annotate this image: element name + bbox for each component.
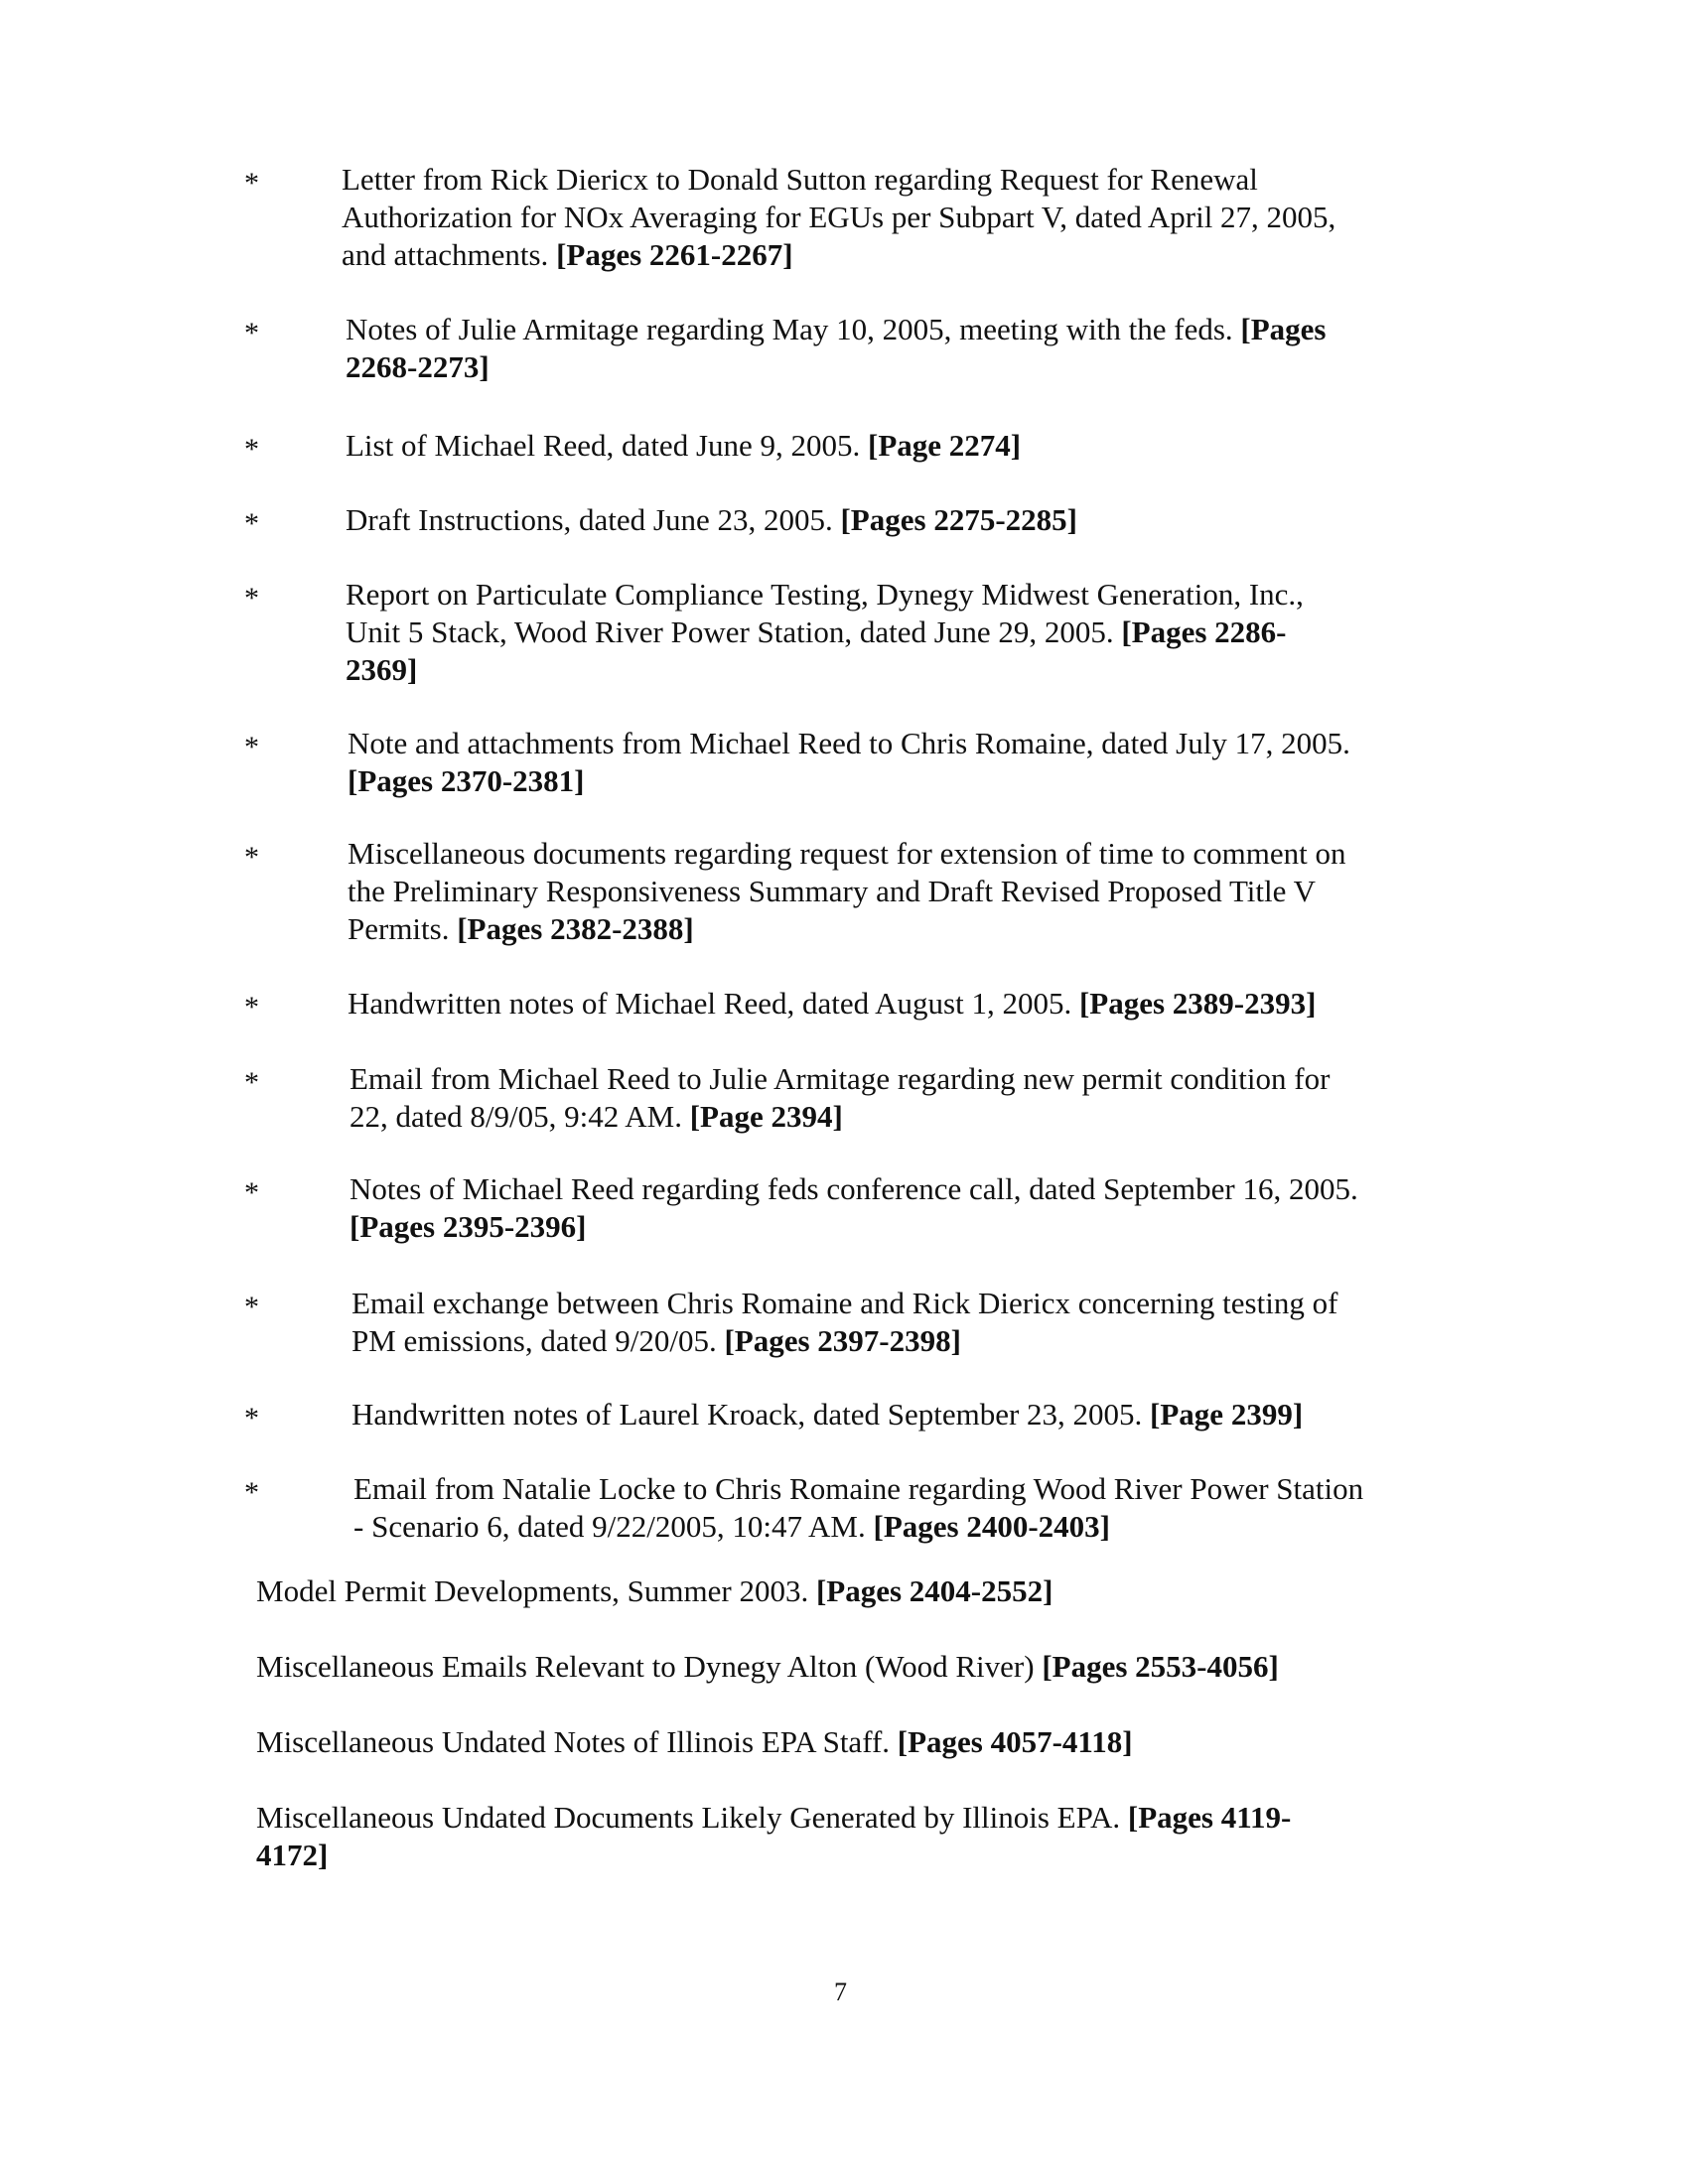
page-reference: [Pages 2397-2398] bbox=[724, 1323, 961, 1358]
page-reference: [Pages 2389-2393] bbox=[1078, 986, 1317, 1021]
list-item bbox=[342, 161, 1335, 274]
entry-line: Notes of Julie Armitage regarding May 10, 2005, meeting with the feds. bbox=[346, 312, 1233, 346]
entry-line: Miscellaneous Undated Notes of Illinois EPA Staff. bbox=[256, 1724, 891, 1759]
page-reference: [Page 2399] bbox=[1150, 1397, 1304, 1432]
entry-line: Email from Michael Reed to Julie Armitage regarding new permit condition for bbox=[350, 1061, 1331, 1096]
bullet-marker: * bbox=[244, 841, 259, 874]
bullet-marker: * bbox=[244, 731, 259, 763]
entry-line: Authorization for NOx Averaging for EGUs per Subpart V, dated April 27, 2005, bbox=[342, 200, 1336, 234]
list-item bbox=[256, 1799, 1291, 1874]
page-reference: [Pages 2286- bbox=[1121, 614, 1287, 649]
entry-line: Note and attachments from Michael Reed to Chris Romaine, dated July 17, 2005. bbox=[348, 726, 1350, 760]
list-item bbox=[346, 501, 1077, 539]
list-item bbox=[351, 1396, 1303, 1433]
bullet-marker: * bbox=[244, 582, 259, 614]
page-reference: [Pages 2275-2285] bbox=[840, 502, 1077, 537]
page-reference-continued: 4172] bbox=[256, 1838, 329, 1872]
list-item bbox=[256, 1572, 1052, 1610]
entry-line: - Scenario 6, dated 9/22/2005, 10:47 AM. bbox=[353, 1509, 866, 1544]
list-item bbox=[348, 985, 1316, 1023]
bullet-marker: * bbox=[244, 1066, 259, 1099]
entry-line: Handwritten notes of Michael Reed, dated August 1, 2005. bbox=[348, 986, 1072, 1021]
entry-line: Miscellaneous Undated Documents Likely Generated by Illinois EPA. bbox=[256, 1800, 1121, 1835]
page-reference: [Pages 2553-4056] bbox=[1042, 1649, 1279, 1684]
page-reference: [Pages bbox=[1240, 312, 1327, 346]
page-reference: [Pages 4119- bbox=[1127, 1800, 1292, 1835]
bullet-marker: * bbox=[244, 1402, 259, 1434]
page-reference-continued: 2268-2273] bbox=[346, 349, 490, 384]
entry-line: Unit 5 Stack, Wood River Power Station, dated June 29, 2005. bbox=[346, 614, 1114, 649]
entry-line: Draft Instructions, dated June 23, 2005. bbox=[346, 502, 833, 537]
list-item bbox=[350, 1170, 1358, 1246]
entry-line: List of Michael Reed, dated June 9, 2005. bbox=[346, 428, 861, 463]
bullet-marker: * bbox=[244, 991, 259, 1024]
list-item bbox=[351, 1285, 1337, 1360]
page-reference-continued: 2369] bbox=[346, 652, 418, 687]
page-reference: [Pages 2404-2552] bbox=[815, 1573, 1053, 1608]
page-reference: [Pages 2261-2267] bbox=[556, 237, 793, 272]
page-reference: [Pages 2400-2403] bbox=[873, 1509, 1110, 1544]
bullet-marker: * bbox=[244, 167, 259, 200]
page-reference: [Pages 2370-2381] bbox=[348, 763, 585, 798]
entry-line: Notes of Michael Reed regarding feds conference call, dated September 16, 2005. bbox=[350, 1171, 1358, 1206]
entry-line: and attachments. bbox=[342, 237, 549, 272]
page-number: 7 bbox=[834, 1978, 847, 2006]
list-item bbox=[346, 427, 1021, 465]
entry-line: Miscellaneous Emails Relevant to Dynegy Alton (Wood River) bbox=[256, 1649, 1035, 1684]
entry-line: PM emissions, dated 9/20/05. bbox=[351, 1323, 717, 1358]
entry-line: the Preliminary Responsiveness Summary and Draft Revised Proposed Title V bbox=[348, 874, 1316, 908]
list-item bbox=[346, 311, 1327, 386]
list-item bbox=[348, 725, 1350, 800]
page-reference: [Pages 2395-2396] bbox=[350, 1209, 587, 1244]
entry-line: Report on Particulate Compliance Testing, Dynegy Midwest Generation, Inc., bbox=[346, 577, 1304, 612]
bullet-marker: * bbox=[244, 1291, 259, 1323]
bullet-marker: * bbox=[244, 1176, 259, 1209]
entry-line: 22, dated 8/9/05, 9:42 AM. bbox=[350, 1099, 682, 1134]
page-reference: [Pages 2382-2388] bbox=[457, 911, 694, 946]
entry-line: Letter from Rick Diericx to Donald Sutton regarding Request for Renewal bbox=[342, 162, 1258, 197]
entry-line: Miscellaneous documents regarding request for extension of time to comment on bbox=[348, 836, 1346, 871]
entry-line: Permits. bbox=[348, 911, 450, 946]
bullet-marker: * bbox=[244, 433, 259, 466]
list-item bbox=[353, 1470, 1363, 1546]
page-reference: [Pages 4057-4118] bbox=[897, 1724, 1133, 1759]
bullet-marker: * bbox=[244, 507, 259, 540]
list-item bbox=[350, 1060, 1330, 1136]
entry-line: Email from Natalie Locke to Chris Romaine regarding Wood River Power Station bbox=[353, 1471, 1364, 1506]
list-item bbox=[256, 1723, 1133, 1761]
entry-line: Email exchange between Chris Romaine and Rick Diericx concerning testing of bbox=[351, 1286, 1338, 1320]
page-reference: [Page 2274] bbox=[868, 428, 1022, 463]
list-item bbox=[256, 1648, 1279, 1686]
list-item bbox=[346, 576, 1304, 689]
entry-line: Model Permit Developments, Summer 2003. bbox=[256, 1573, 809, 1608]
page-reference: [Page 2394] bbox=[689, 1099, 843, 1134]
list-item bbox=[348, 835, 1346, 948]
entry-line: Handwritten notes of Laurel Kroack, dated September 23, 2005. bbox=[351, 1397, 1143, 1432]
bullet-marker: * bbox=[244, 1476, 259, 1509]
bullet-marker: * bbox=[244, 317, 259, 349]
